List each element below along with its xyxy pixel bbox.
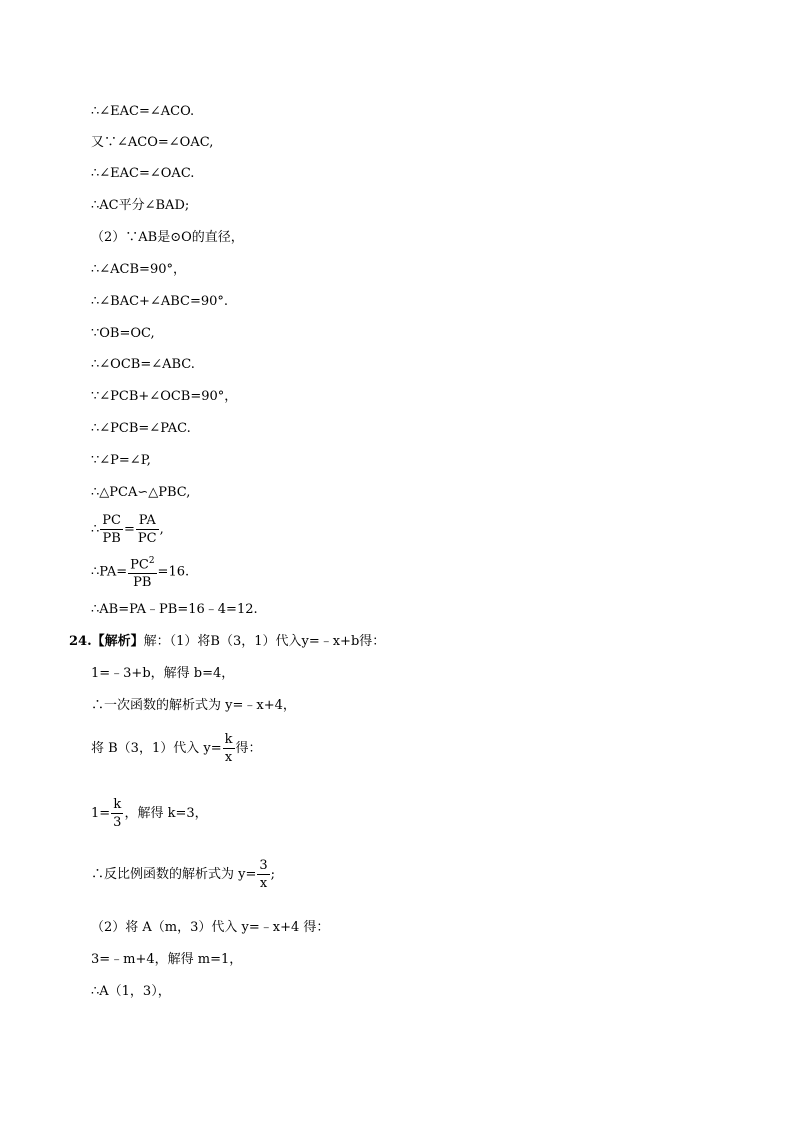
fraction-line bbox=[91, 512, 164, 548]
fraction bbox=[128, 553, 156, 591]
prefix: 将 B（3，1）代入 y= bbox=[91, 741, 222, 756]
suffix: =16. bbox=[157, 564, 190, 580]
suffix: 得： bbox=[235, 741, 262, 756]
prefix: ∴反比例函数的解析式为 y= bbox=[91, 867, 257, 882]
numerator: k bbox=[111, 796, 123, 814]
text-line: ∴AB=PA﹣PB=16﹣4=12. bbox=[91, 602, 258, 617]
denominator: PB bbox=[133, 575, 152, 591]
text-line: ∵∠P=∠P, bbox=[91, 453, 151, 468]
fraction-line bbox=[91, 553, 189, 591]
text-line: ∴∠BAC+∠ABC=90°. bbox=[91, 294, 229, 309]
text-line: ∴∠OCB=∠ABC. bbox=[91, 357, 195, 372]
numerator: 3 bbox=[259, 858, 268, 873]
fraction-line bbox=[91, 731, 262, 767]
numerator bbox=[128, 553, 156, 574]
suffix: , bbox=[159, 522, 164, 537]
fraction-line bbox=[91, 857, 275, 893]
text-line: ∴∠EAC=∠ACO. bbox=[91, 104, 195, 119]
exponent: 2 bbox=[148, 556, 155, 566]
numerator: PC bbox=[102, 513, 121, 528]
numerator: PA bbox=[136, 512, 159, 530]
text-line: ∴∠PCB=∠PAC. bbox=[91, 421, 191, 436]
text-line: ∴△PCA∽△PBC, bbox=[91, 485, 191, 500]
text-line: ∴∠ACB=90°， bbox=[91, 262, 186, 277]
question-label: 24.【解析】 bbox=[69, 634, 144, 649]
suffix: ，解得 k=3， bbox=[124, 806, 208, 821]
denominator: PB bbox=[102, 531, 121, 546]
text-line: ∴∠EAC=∠OAC. bbox=[91, 166, 195, 181]
fraction bbox=[100, 512, 123, 547]
text-line: ∵OB=OC, bbox=[91, 326, 155, 341]
text-line: ∴A（1，3）， bbox=[91, 984, 171, 999]
text-line: （2）∵AB是⊙O的直径， bbox=[91, 230, 244, 245]
question-text: 解：（1）将B（3，1）代入y=﹣x+b得： bbox=[143, 634, 386, 649]
prefix: ∴ bbox=[91, 522, 100, 537]
denominator: PC bbox=[137, 531, 157, 546]
prefix: 1= bbox=[91, 806, 111, 821]
fraction bbox=[111, 796, 123, 831]
text-line: ∴AC平分∠BAD; bbox=[91, 198, 190, 213]
denominator: x bbox=[224, 750, 233, 765]
text-line: （2）将 A（m，3）代入 y=﹣x+4 得： bbox=[91, 920, 330, 935]
equals: = bbox=[123, 522, 135, 537]
numerator: k bbox=[224, 732, 233, 747]
text-line: 1=﹣3+b，解得 b=4， bbox=[91, 666, 235, 681]
text-line: ∵∠PCB+∠OCB=90°， bbox=[91, 389, 238, 404]
denominator: 3 bbox=[113, 815, 122, 830]
suffix: ; bbox=[270, 867, 276, 882]
fraction-line bbox=[91, 796, 208, 832]
fraction bbox=[257, 857, 269, 892]
text-line: 又∵∠ACO=∠OAC, bbox=[91, 135, 214, 150]
denominator: x bbox=[259, 876, 268, 891]
numerator-text: PC bbox=[130, 557, 149, 573]
text-line: 3=﹣m+4，解得 m=1， bbox=[91, 952, 243, 967]
text-line: ∴一次函数的解析式为 y=﹣x+4， bbox=[91, 698, 296, 713]
fraction bbox=[136, 512, 159, 547]
prefix: ∴PA= bbox=[91, 564, 128, 580]
fraction bbox=[223, 731, 235, 766]
question-heading bbox=[69, 634, 385, 650]
